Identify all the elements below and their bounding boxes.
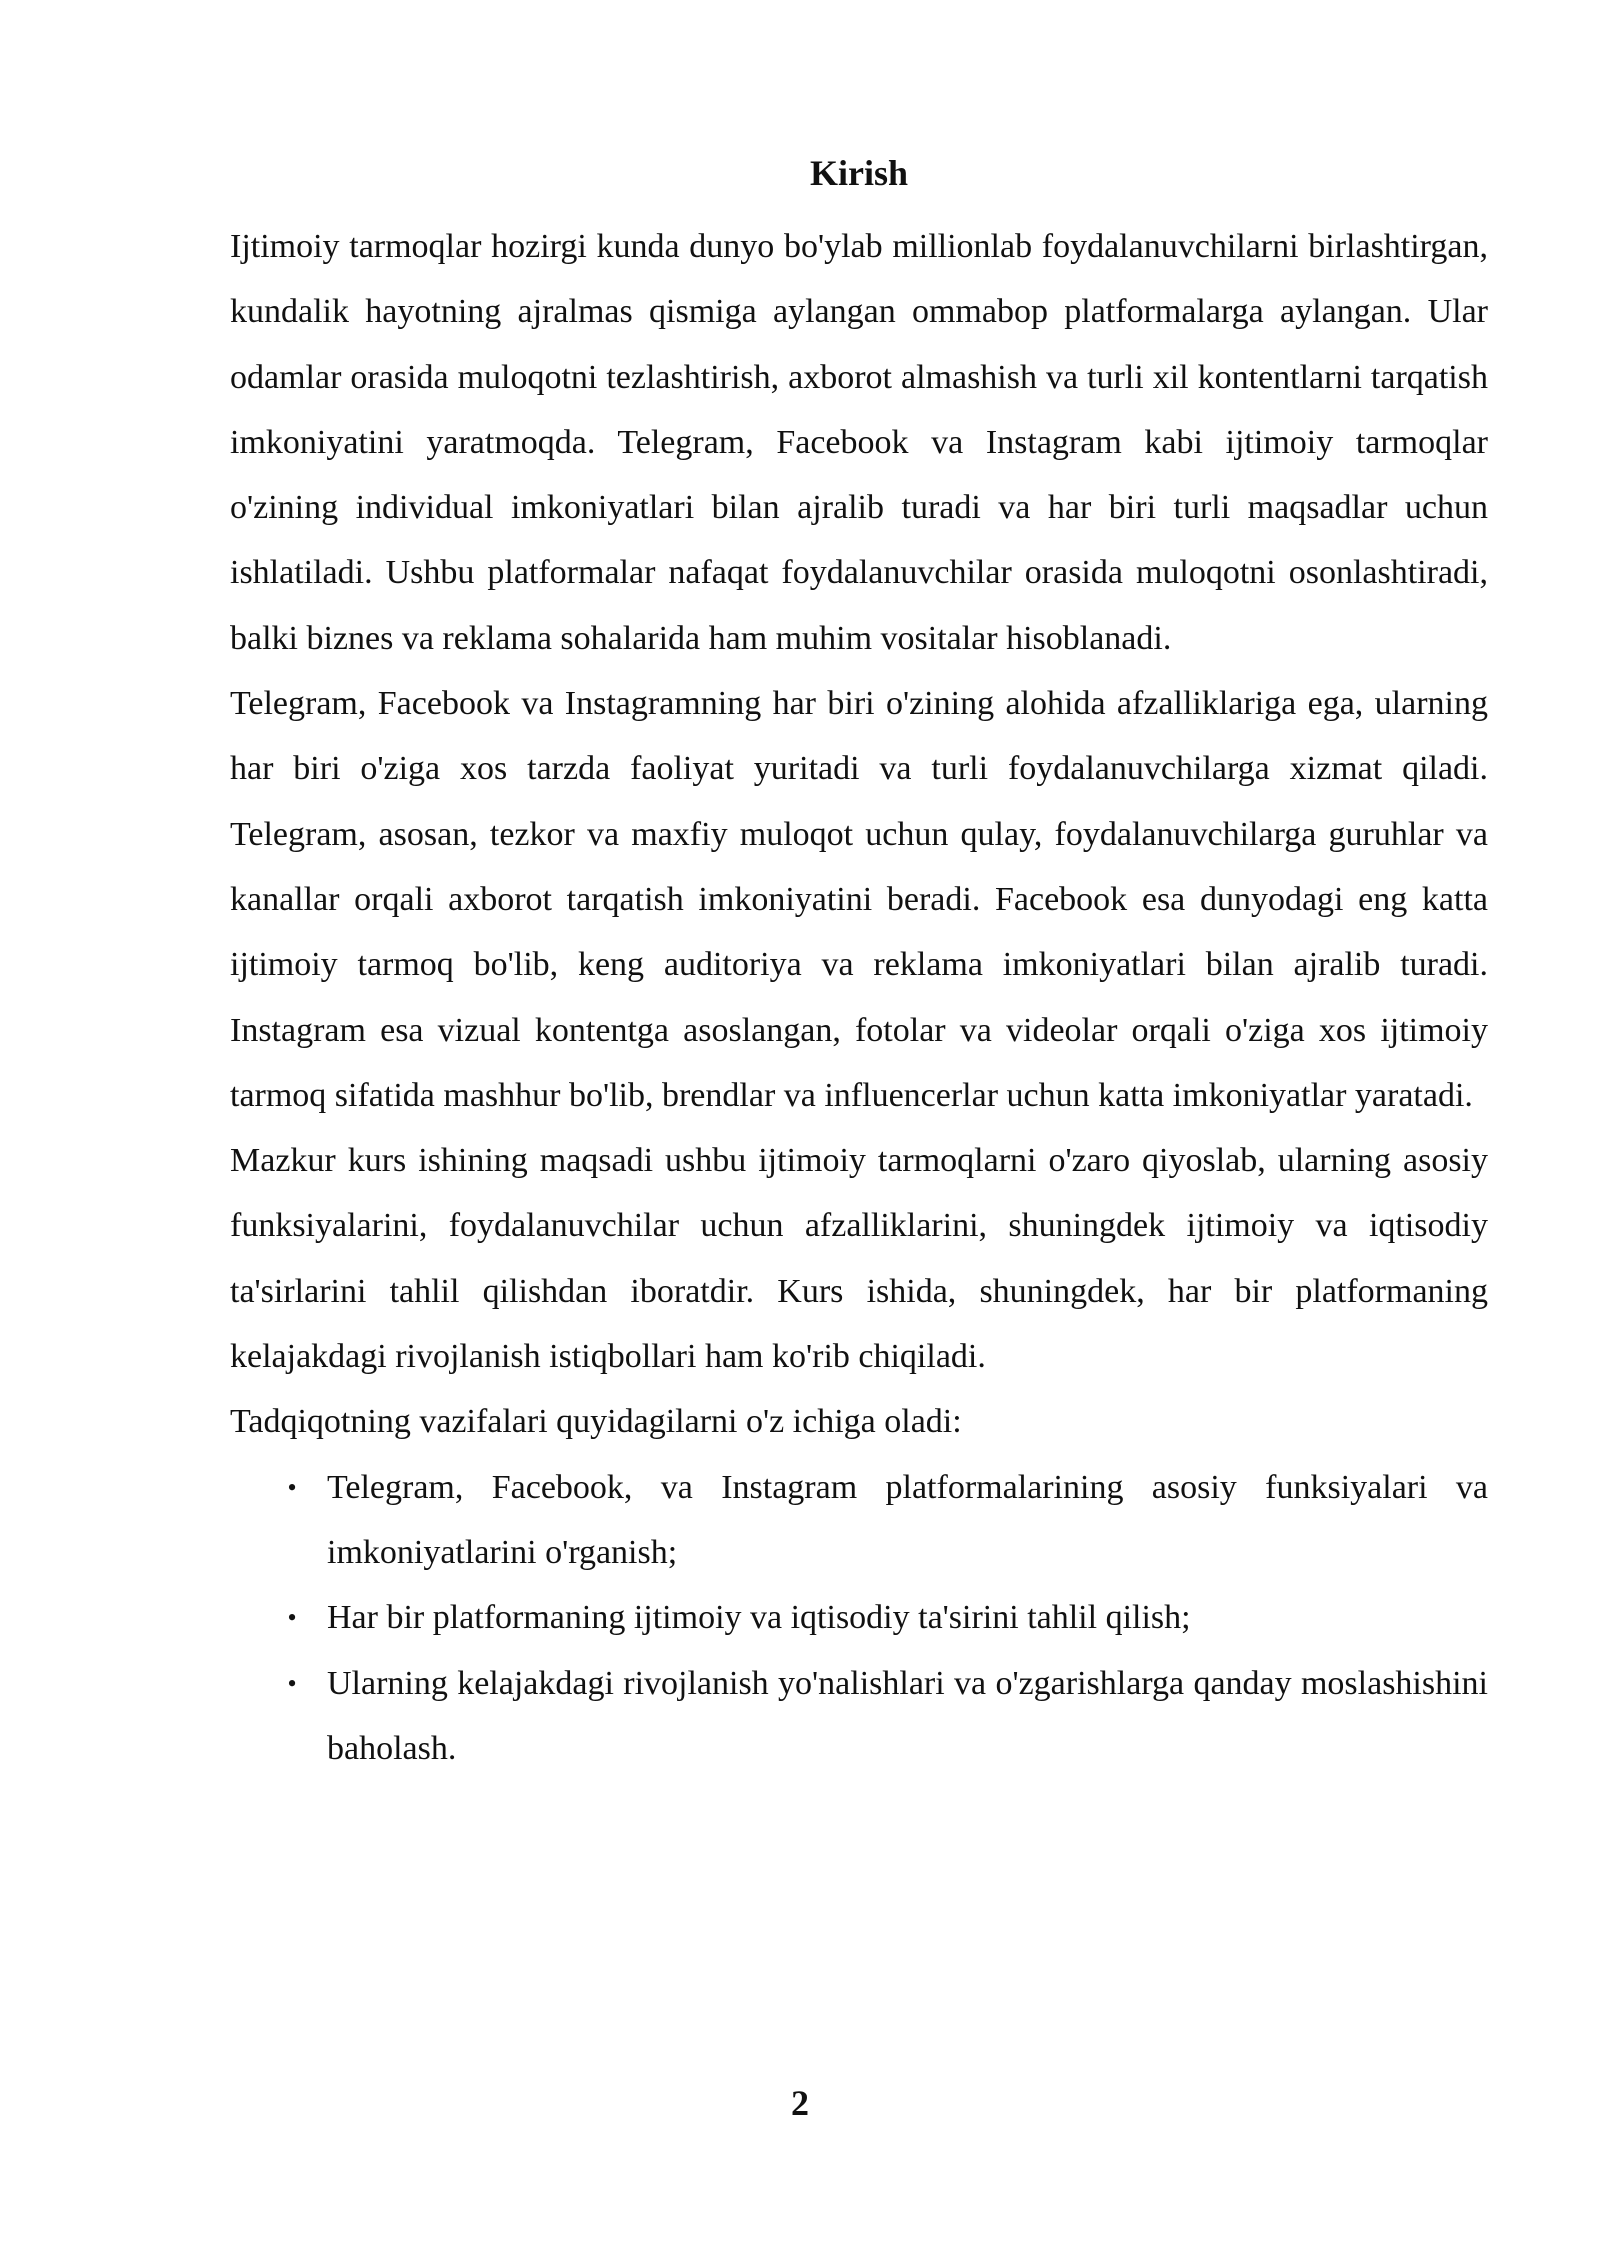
page-content [230, 148, 1488, 1781]
bullet-icon: • [287, 1472, 297, 1502]
list-item [230, 1455, 1488, 1586]
bullet-icon: • [287, 1603, 297, 1633]
list-item-text: Ularning kelajakdagi rivojlanish yo'nalishlari va o'zgarishlarga qanday moslashishini baholash. [327, 1664, 1488, 1767]
list-item-text: Har bir platformaning ijtimoiy va iqtisodiy ta'sirini tahlil qilish; [327, 1599, 1191, 1637]
section-title: Kirish [809, 153, 908, 193]
list-item [230, 1651, 1488, 1782]
list-item [230, 1585, 1488, 1650]
tasks-list [230, 1455, 1488, 1781]
bullet-icon: • [287, 1668, 297, 1698]
page-number: 2 [791, 2083, 809, 2123]
list-item-text: Telegram, Facebook, va Instagram platformalarining asosiy funksiyalari va imkoniyatlarini o'rganish; [327, 1468, 1488, 1571]
paragraph-intro: Ijtimoiy tarmoqlar hozirgi kunda dunyo bo'ylab millionlab foydalanuvchilarni birlashtirgan, kundalik hayotning ajralmas qismiga aylangan ommabop platformalarga aylangan. Ular odamlar orasida muloqotni tezlashtirish, axborot almashish va turli xil kontentlarni tarqatish imkoniyatini yaratmoqda. Telegram, Facebook va Instagram kabi ijtimoiy tarmoqlar o'zining individual imkoniyatlari bilan ajralib turadi va har biri turli maqsadlar uchun ishlatiladi. Ushbu platformalar nafaqat foydalanuvchilar orasida muloqotni osonlashtiradi, balki biznes va reklama sohalarida ham muhim vositalar hisoblanadi. [230, 228, 1488, 657]
paragraph-platforms: Telegram, Facebook va Instagramning har biri o'zining alohida afzalliklariga ega, ularning har biri o'ziga xos tarzda faoliyat yuritadi va turli foydalanuvchilarga xizmat qiladi. Telegram, asosan, tezkor va maxfiy muloqot uchun qulay, foydalanuvchilarga guruhlar va kanallar orqali axborot tarqatish imkoniyatini beradi. Facebook esa dunyodagi eng katta ijtimoiy tarmoq bo'lib, keng auditoriya va reklama imkoniyatlari bilan ajralib turadi. Instagram esa vizual kontentga asoslangan, fotolar va videolar orqali o'ziga xos ijtimoiy tarmoq sifatida mashhur bo'lib, brendlar va influencerlar uchun katta imkoniyatlar yaratadi. [230, 685, 1488, 1114]
paragraph-tasks-intro: Tadqiqotning vazifalari quyidagilarni o'z ichiga oladi: [230, 1403, 962, 1441]
paragraph-purpose: Mazkur kurs ishining maqsadi ushbu ijtimoiy tarmoqlarni o'zaro qiyoslab, ularning asosiy funksiyalarini, foydalanuvchilar uchun afzalliklarini, shuningdek ijtimoiy va iqtisodiy ta'sirlarini tahlil qilishdan iboratdir. Kurs ishida, shuningdek, har bir platformaning kelajakdagi rivojlanish istiqbollari ham ko'rib chiqiladi. [230, 1142, 1488, 1376]
